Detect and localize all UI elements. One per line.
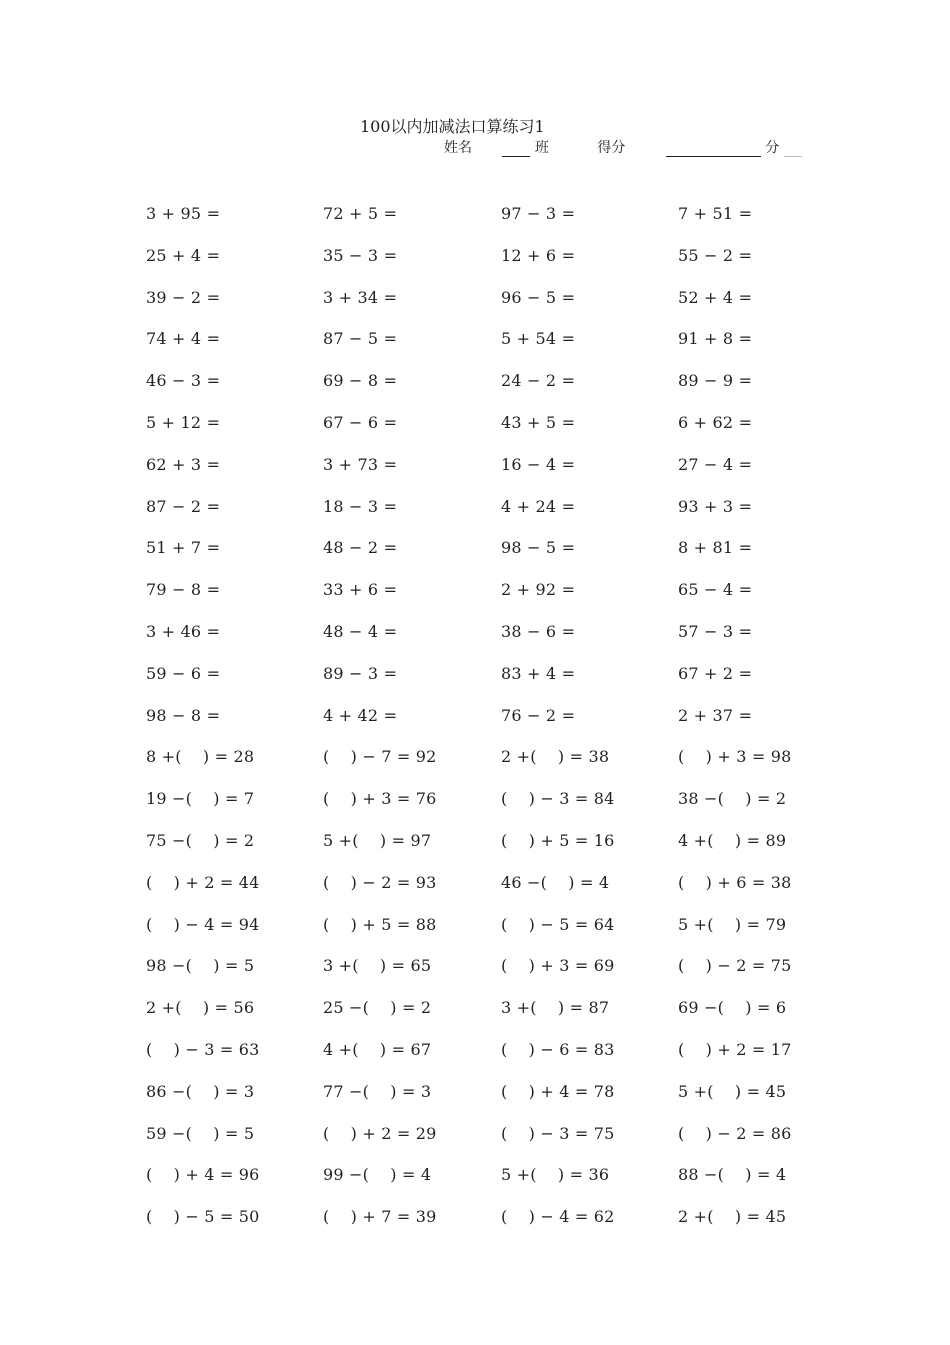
problem-item: 3 + 73 = [323, 454, 398, 474]
problem-item: 98 − 5 = [501, 538, 576, 558]
problem-item: 8 +( ) = 28 [146, 747, 255, 767]
problem-item: ( ) − 3 = 63 [146, 1039, 260, 1059]
problem-item: ( ) + 2 = 29 [323, 1123, 437, 1143]
name-blank[interactable] [502, 140, 530, 157]
problem-item: 27 − 4 = [678, 454, 753, 474]
problem-item: ( ) + 5 = 88 [323, 914, 437, 934]
problem-item: ( ) − 2 = 86 [678, 1123, 792, 1143]
problem-item: 46 −( ) = 4 [501, 872, 610, 892]
problem-item: 79 − 8 = [146, 580, 221, 600]
problem-item: 46 − 3 = [146, 371, 221, 391]
problem-item: 39 − 2 = [146, 287, 221, 307]
problem-item: 87 − 2 = [146, 496, 221, 516]
problem-item: 3 + 95 = [146, 204, 221, 223]
problem-item: 3 +( ) = 87 [501, 998, 610, 1018]
problem-item: 38 − 6 = [501, 621, 576, 641]
problem-item: 5 +( ) = 36 [501, 1165, 610, 1185]
problem-item: 57 − 3 = [678, 621, 753, 641]
problem-item: 91 + 8 = [678, 329, 753, 349]
problem-item: 7 + 51 = [678, 204, 753, 223]
problem-item: 88 −( ) = 4 [678, 1165, 787, 1185]
problem-item: 2 +( ) = 45 [678, 1207, 787, 1227]
problem-item: 33 + 6 = [323, 580, 398, 600]
problem-item: 16 − 4 = [501, 454, 576, 474]
score-suffix: 分 [765, 140, 780, 156]
problem-item: ( ) − 2 = 75 [678, 956, 792, 976]
problem-item: ( ) − 5 = 50 [146, 1207, 260, 1227]
problem-item: 5 +( ) = 97 [323, 830, 432, 850]
worksheet-title: 100以内加减法口算练习1 [360, 117, 545, 136]
problem-item: 2 +( ) = 56 [146, 998, 255, 1018]
problem-item: 4 +( ) = 67 [323, 1039, 432, 1059]
problem-item: ( ) + 3 = 76 [323, 789, 437, 809]
problem-item: ( ) − 5 = 64 [501, 914, 615, 934]
problem-item: 93 + 3 = [678, 496, 753, 516]
problem-item: ( ) − 7 = 92 [323, 747, 437, 767]
score-label: 得分 [597, 140, 626, 156]
problem-item: 43 + 5 = [501, 412, 576, 432]
problem-item: ( ) + 4 = 78 [501, 1081, 615, 1101]
problem-item: 5 + 12 = [146, 412, 221, 432]
problem-item: 99 −( ) = 4 [323, 1165, 432, 1185]
problem-item: 5 +( ) = 79 [678, 914, 787, 934]
problem-item: 55 − 2 = [678, 245, 753, 265]
problem-item: 2 +( ) = 38 [501, 747, 610, 767]
problem-item: ( ) − 4 = 62 [501, 1207, 615, 1227]
problem-item: ( ) − 3 = 84 [501, 789, 615, 809]
problem-item: 8 + 81 = [678, 538, 753, 558]
score-blank[interactable] [666, 140, 761, 157]
problem-item: ( ) + 4 = 96 [146, 1165, 260, 1185]
problem-item: 69 −( ) = 6 [678, 998, 787, 1018]
problem-item: 48 − 2 = [323, 538, 398, 558]
problem-item: 96 − 5 = [501, 287, 576, 307]
problem-item: ( ) + 3 = 98 [678, 747, 792, 767]
name-label: 姓名 [444, 140, 472, 156]
problem-item: 12 + 6 = [501, 245, 576, 265]
problem-item: 69 − 8 = [323, 371, 398, 391]
problem-item: 25 + 4 = [146, 245, 221, 265]
problem-item: ( ) + 7 = 39 [323, 1207, 437, 1227]
problem-item: 89 − 9 = [678, 371, 753, 391]
trailing-underline [784, 140, 802, 157]
problem-item: 86 −( ) = 3 [146, 1081, 255, 1101]
problem-item: 89 − 3 = [323, 663, 398, 683]
problem-item: 52 + 4 = [678, 287, 753, 307]
problem-item: 87 − 5 = [323, 329, 398, 349]
problem-grid [146, 202, 798, 1247]
problem-item: 83 + 4 = [501, 663, 576, 683]
problem-item: 35 − 3 = [323, 245, 398, 265]
problem-item: ( ) + 3 = 69 [501, 956, 615, 976]
problem-item: 98 − 8 = [146, 705, 221, 725]
problem-item: 77 −( ) = 3 [323, 1081, 432, 1101]
name-suffix: 班 [534, 140, 549, 156]
problem-item: 97 − 3 = [501, 204, 576, 223]
problem-item: 3 +( ) = 65 [323, 956, 432, 976]
problem-item: 51 + 7 = [146, 538, 221, 558]
problem-item: 2 + 92 = [501, 580, 576, 600]
problem-item: ( ) − 3 = 75 [501, 1123, 615, 1143]
problem-item: 5 + 54 = [501, 329, 576, 349]
problem-item: 74 + 4 = [146, 329, 221, 349]
problem-item: ( ) − 6 = 83 [501, 1039, 615, 1059]
problem-item: ( ) − 2 = 93 [323, 872, 437, 892]
student-info-line [444, 137, 802, 157]
problem-item: 2 + 37 = [678, 705, 753, 725]
problem-item: 98 −( ) = 5 [146, 956, 255, 976]
problem-item: ( ) + 2 = 44 [146, 872, 260, 892]
problem-item: 3 + 34 = [323, 287, 398, 307]
problem-item: 25 −( ) = 2 [323, 998, 432, 1018]
problem-item: 38 −( ) = 2 [678, 789, 787, 809]
problem-item: 62 + 3 = [146, 454, 221, 474]
problem-item: 72 + 5 = [323, 204, 398, 223]
problem-item: 59 −( ) = 5 [146, 1123, 255, 1143]
problem-item: ( ) − 4 = 94 [146, 914, 260, 934]
problem-item: 4 + 42 = [323, 705, 398, 725]
problem-item: 6 + 62 = [678, 412, 753, 432]
problem-item: 4 +( ) = 89 [678, 830, 787, 850]
problem-item: 3 + 46 = [146, 621, 221, 641]
problem-item: 76 − 2 = [501, 705, 576, 725]
problem-item: 18 − 3 = [323, 496, 398, 516]
problem-item: ( ) + 5 = 16 [501, 830, 615, 850]
problem-item: 65 − 4 = [678, 580, 753, 600]
problem-item: 75 −( ) = 2 [146, 830, 255, 850]
problem-item: 59 − 6 = [146, 663, 221, 683]
problem-item: 67 + 2 = [678, 663, 753, 683]
problem-item: ( ) + 2 = 17 [678, 1039, 792, 1059]
problem-item: 5 +( ) = 45 [678, 1081, 787, 1101]
problem-item: 19 −( ) = 7 [146, 789, 255, 809]
problem-item: 4 + 24 = [501, 496, 576, 516]
problem-item: ( ) + 6 = 38 [678, 872, 792, 892]
problem-item: 67 − 6 = [323, 412, 398, 432]
problem-item: 48 − 4 = [323, 621, 398, 641]
problem-item: 24 − 2 = [501, 371, 576, 391]
